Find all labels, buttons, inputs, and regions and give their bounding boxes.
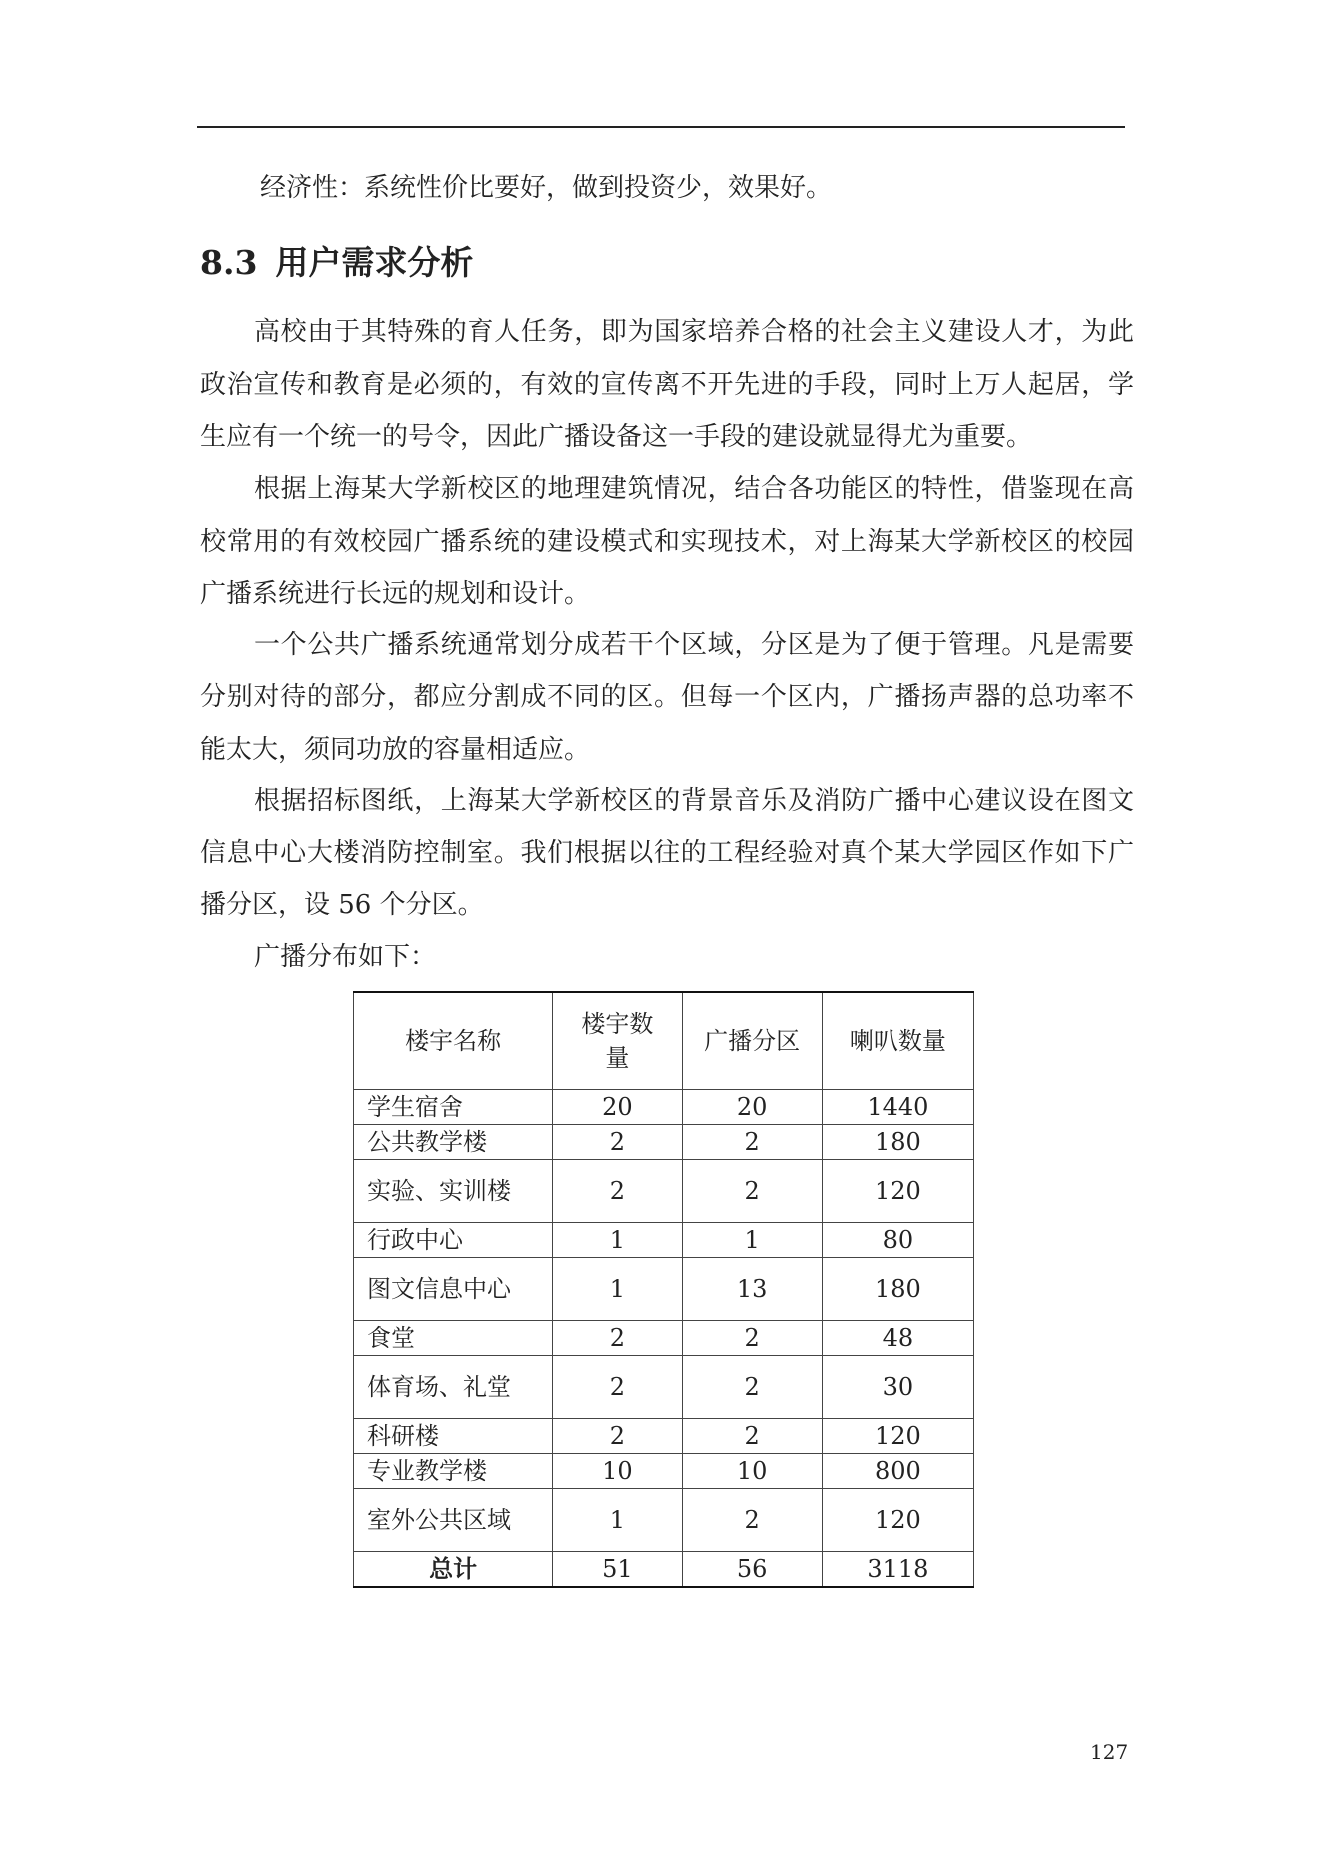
cell-building-count: 1 xyxy=(553,1258,682,1321)
cell-total-speaker-count: 3118 xyxy=(822,1552,973,1588)
cell-speaker-count: 180 xyxy=(822,1125,973,1160)
cell-building-name: 图文信息中心 xyxy=(354,1258,553,1321)
cell-building-name: 学生宿舍 xyxy=(354,1090,553,1125)
cell-broadcast-zones: 2 xyxy=(682,1419,822,1454)
paragraph-line: 高校由于其特殊的育人任务，即为国家培养合格的社会主义建设人才，为此 xyxy=(254,317,1134,347)
cell-building-count: 2 xyxy=(553,1419,682,1454)
table-intro: 广播分布如下： xyxy=(254,942,437,972)
header-speaker-count: 喇叭数量 xyxy=(822,992,973,1090)
header-broadcast-zones: 广播分区 xyxy=(682,992,822,1090)
paragraph-line: 一个公共广播系统通常划分成若干个区域，分区是为了便于管理。凡是需要 xyxy=(254,630,1134,660)
cell-speaker-count: 80 xyxy=(822,1223,973,1258)
cell-building-name: 体育场、礼堂 xyxy=(354,1356,553,1419)
cell-speaker-count: 120 xyxy=(822,1419,973,1454)
paragraph-line: 生应有一个统一的号令，因此广播设备这一手段的建设就显得尤为重要。 xyxy=(200,422,1033,452)
cell-broadcast-zones: 2 xyxy=(682,1160,822,1223)
table-row xyxy=(354,1419,974,1454)
table-row xyxy=(354,1321,974,1356)
cell-building-count: 1 xyxy=(553,1223,682,1258)
cell-broadcast-zones: 2 xyxy=(682,1356,822,1419)
paragraph-line: 根据上海某大学新校区的地理建筑情况，结合各功能区的特性，借鉴现在高 xyxy=(254,474,1134,504)
table-total-row xyxy=(354,1552,974,1588)
cell-total-building-count: 51 xyxy=(553,1552,682,1588)
table-row xyxy=(354,1160,974,1223)
cell-building-name: 实验、实训楼 xyxy=(354,1160,553,1223)
paragraph-line: 播分区，设 56 个分区。 xyxy=(200,890,484,920)
broadcast-distribution-table xyxy=(353,991,974,1588)
cell-broadcast-zones: 2 xyxy=(682,1321,822,1356)
paragraph-line: 根据招标图纸，上海某大学新校区的背景音乐及消防广播中心建议设在图文 xyxy=(254,786,1134,816)
cell-speaker-count: 120 xyxy=(822,1160,973,1223)
cell-building-count: 10 xyxy=(553,1454,682,1489)
cell-building-name: 室外公共区域 xyxy=(354,1489,553,1552)
cell-total-broadcast-zones: 56 xyxy=(682,1552,822,1588)
header-rule xyxy=(197,126,1125,128)
cell-broadcast-zones: 20 xyxy=(682,1090,822,1125)
cell-speaker-count: 120 xyxy=(822,1489,973,1552)
paragraph-line: 分别对待的部分，都应分割成不同的区。但每一个区内，广播扬声器的总功率不 xyxy=(200,682,1134,712)
cell-building-name: 食堂 xyxy=(354,1321,553,1356)
paragraph-line: 信息中心大楼消防控制室。我们根据以往的工程经验对真个某大学园区作如下广 xyxy=(200,838,1134,868)
cell-building-count: 20 xyxy=(553,1090,682,1125)
cell-building-count: 2 xyxy=(553,1160,682,1223)
intro-line: 经济性：系统性价比要好，做到投资少，效果好。 xyxy=(260,173,833,203)
table-row xyxy=(354,1258,974,1321)
cell-building-name: 公共教学楼 xyxy=(354,1125,553,1160)
cell-building-name: 科研楼 xyxy=(354,1419,553,1454)
cell-speaker-count: 48 xyxy=(822,1321,973,1356)
paragraph-line: 能太大，须同功放的容量相适应。 xyxy=(200,735,591,765)
header-building-count: 楼宇数量 xyxy=(553,992,682,1090)
cell-building-count: 1 xyxy=(553,1489,682,1552)
cell-building-count: 2 xyxy=(553,1125,682,1160)
section-title: 用户需求分析 xyxy=(275,243,474,282)
cell-building-name: 专业教学楼 xyxy=(354,1454,553,1489)
paragraph-line: 广播系统进行长远的规划和设计。 xyxy=(200,579,591,609)
cell-speaker-count: 1440 xyxy=(822,1090,973,1125)
section-heading xyxy=(200,243,473,283)
cell-speaker-count: 30 xyxy=(822,1356,973,1419)
cell-speaker-count: 800 xyxy=(822,1454,973,1489)
cell-broadcast-zones: 2 xyxy=(682,1125,822,1160)
cell-broadcast-zones: 2 xyxy=(682,1489,822,1552)
table-row xyxy=(354,1356,974,1419)
cell-total-label: 总计 xyxy=(354,1552,553,1588)
table-row xyxy=(354,1125,974,1160)
paragraph-line: 校常用的有效校园广播系统的建设模式和实现技术，对上海某大学新校区的校园 xyxy=(200,527,1134,557)
table-row xyxy=(354,1090,974,1125)
section-number: 8.3 xyxy=(200,243,258,282)
cell-broadcast-zones: 13 xyxy=(682,1258,822,1321)
cell-broadcast-zones: 10 xyxy=(682,1454,822,1489)
header-building-name: 楼宇名称 xyxy=(354,992,553,1090)
table-row xyxy=(354,1454,974,1489)
cell-broadcast-zones: 1 xyxy=(682,1223,822,1258)
table-header-row xyxy=(354,992,974,1090)
paragraph-line: 政治宣传和教育是必须的，有效的宣传离不开先进的手段，同时上万人起居，学 xyxy=(200,370,1134,400)
page-number: 127 xyxy=(1090,1740,1129,1764)
table-row xyxy=(354,1223,974,1258)
cell-building-count: 2 xyxy=(553,1321,682,1356)
table-row xyxy=(354,1489,974,1552)
cell-speaker-count: 180 xyxy=(822,1258,973,1321)
cell-building-count: 2 xyxy=(553,1356,682,1419)
cell-building-name: 行政中心 xyxy=(354,1223,553,1258)
